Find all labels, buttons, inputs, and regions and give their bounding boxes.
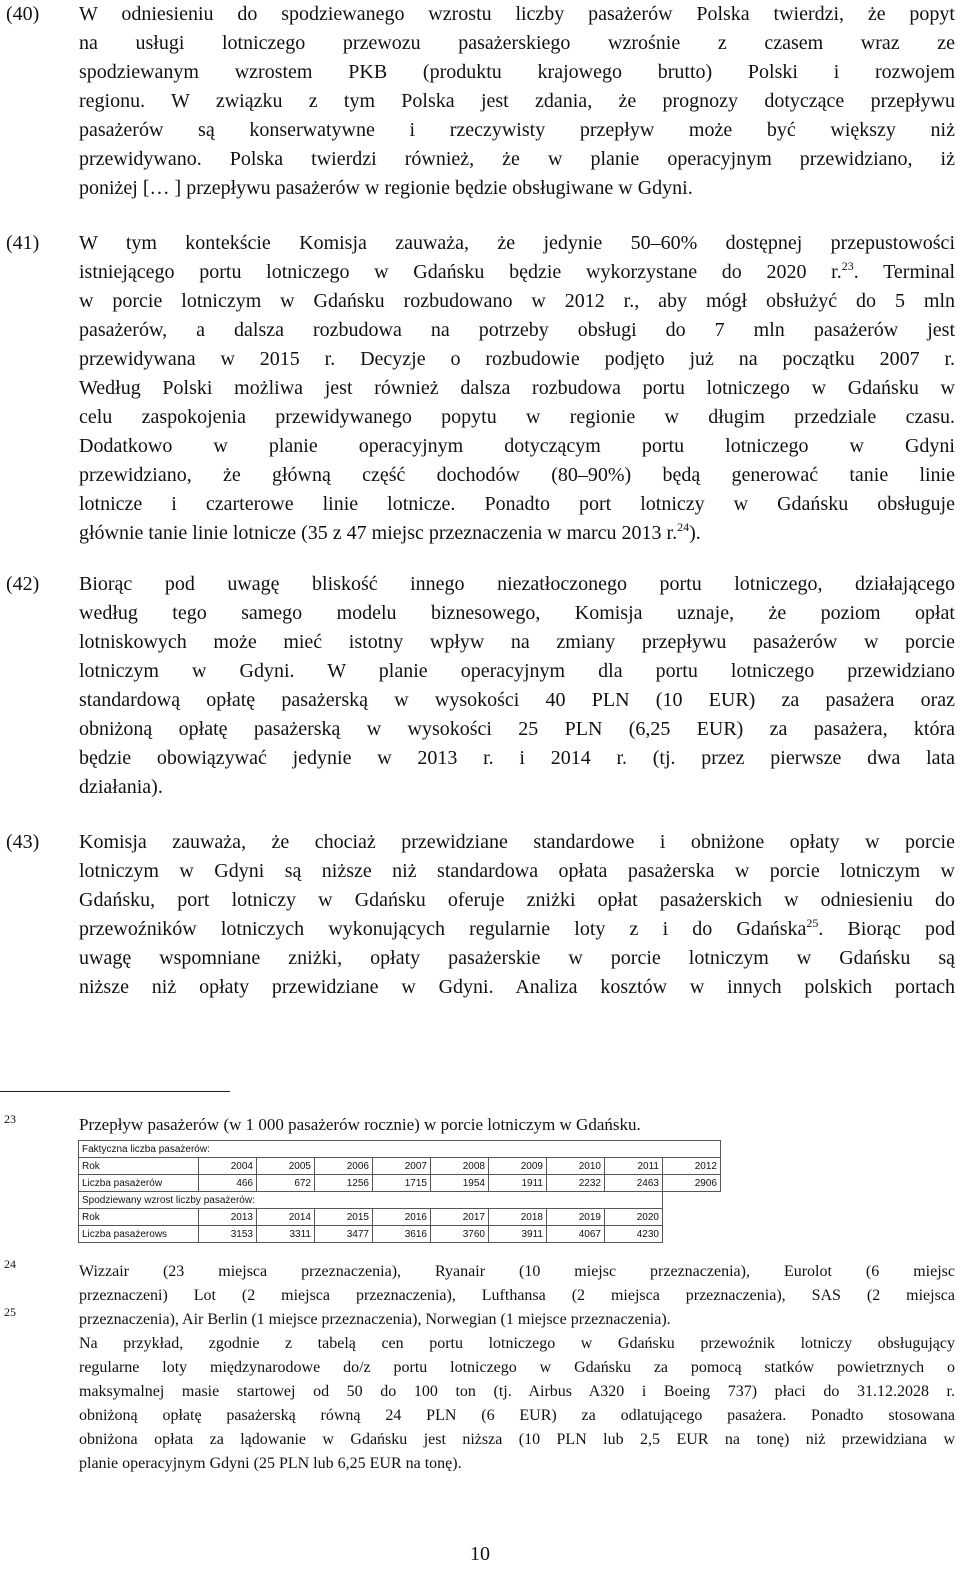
table-row bbox=[79, 1175, 721, 1192]
footnote-24-text bbox=[79, 1260, 955, 1332]
text-line: na usługi lotniczego przewozu pasażerskiego wzrośnie z czasem wraz ze bbox=[79, 32, 955, 54]
text-line bbox=[79, 519, 955, 548]
text-line: W odniesieniu do spodziewanego wzrostu liczby pasażerów Polska twierdzi, że popyt bbox=[79, 3, 955, 25]
paragraph-number: (43) bbox=[6, 831, 40, 853]
text-line: planie operacyjnym Gdyni (25 PLN lub 6,25 EUR na tonę). bbox=[79, 1455, 462, 1472]
text-line: poniżej [… ] przepływu pasażerów w regionie będzie obsługiwane w Gdyni. bbox=[79, 177, 693, 199]
table-cell: 2013 bbox=[199, 1209, 257, 1226]
text-line: działania). bbox=[79, 776, 163, 798]
table-cell: Rok bbox=[79, 1209, 199, 1226]
text-line: Według Polski możliwa jest również dalsza rozbudowa portu lotniczego w Gdańsku w bbox=[79, 377, 955, 399]
table-cell: 2015 bbox=[315, 1209, 373, 1226]
table-cell: 466 bbox=[199, 1175, 257, 1192]
text-line: przewidywano. Polska twierdzi również, że w planie operacyjnym przewidziano, iż bbox=[79, 148, 955, 170]
table-cell: 1715 bbox=[373, 1175, 431, 1192]
text-line: uwagę wspomniane zniżki, opłaty pasażerskie w porcie lotniczym w Gdańsku są bbox=[79, 947, 955, 969]
text-line: spodziewanym wzrostem PKB (produktu krajowego brutto) Polski i rozwojem bbox=[79, 61, 955, 83]
text-line: niższe niż opłaty przewidziane w Gdyni. Analiza kosztów w innych polskich portach bbox=[79, 976, 955, 998]
table-row bbox=[79, 1226, 721, 1243]
table-cell: 2012 bbox=[663, 1158, 721, 1175]
footnote-number: 24 bbox=[4, 1257, 16, 1271]
paragraph-number: (41) bbox=[6, 232, 40, 254]
table-cell: Liczba pasażerów bbox=[79, 1175, 199, 1192]
table-cell: 4230 bbox=[605, 1226, 663, 1243]
footnote-ref[interactable]: 24 bbox=[677, 520, 690, 534]
table-cell: 3911 bbox=[489, 1226, 547, 1243]
table-row bbox=[79, 1209, 721, 1226]
table-row bbox=[79, 1158, 721, 1175]
paragraph-body bbox=[79, 0, 955, 203]
footnote-ref[interactable]: 23 bbox=[841, 259, 854, 273]
text-line: przeznaczenia), Air Berlin (1 miejsce przeznaczenia), Norwegian (1 miejsce przeznaczenia). bbox=[79, 1311, 671, 1328]
text-line: według tego samego modelu biznesowego, Komisja uznaje, że poziom opłat bbox=[79, 602, 955, 624]
text-line: lotniczym w Gdyni są niższe niż standardowa opłata pasażerska w porcie lotniczym w bbox=[79, 860, 955, 882]
text-line: przeznaczeni) Lot (2 miejsca przeznaczenia), Lufthansa (2 miejsca przeznaczenia), SAS (2 miejsca bbox=[79, 1287, 955, 1304]
text-line: Komisja zauważa, że chociaż przewidziane standardowe i obniżone opłaty w porcie bbox=[79, 831, 955, 853]
text-line: lotnicze i czarterowe linie lotnicze. Ponadto port lotniczy w Gdańsku obsługuje bbox=[79, 493, 955, 515]
footnote-ref[interactable]: 25 bbox=[806, 916, 819, 930]
table-cell: Liczba pasażerows bbox=[79, 1226, 199, 1243]
text-line bbox=[79, 258, 955, 287]
text-line: Wizzair (23 miejsca przeznaczenia), Ryanair (10 miejsc przeznaczenia), Eurolot (6 miejsc bbox=[79, 1263, 955, 1280]
text-line: Biorąc pod uwagę bliskość innego niezatłoczonego portu lotniczego, działającego bbox=[79, 573, 955, 595]
text-line: lotniskowych może mieć istotny wpływ na zmiany przepływu pasażerów w porcie bbox=[79, 631, 955, 653]
footnote-23-title: Przepływ pasażerów (w 1 000 pasażerów rocznie) w porcie lotniczym w Gdańsku. bbox=[79, 1115, 641, 1134]
paragraph-number: (42) bbox=[6, 573, 40, 595]
table-cell: 3311 bbox=[257, 1226, 315, 1243]
text-line: W tym kontekście Komisja zauważa, że jedynie 50–60% dostępnej przepustowości bbox=[79, 232, 955, 254]
table-cell: 2017 bbox=[431, 1209, 489, 1226]
text-line: Gdańsku, port lotniczy w Gdańsku oferuje zniżki opłat pasażerskich w odniesieniu do bbox=[79, 889, 955, 911]
table-cell: 2008 bbox=[431, 1158, 489, 1175]
text-line: pasażerów, a dalsza rozbudowa na potrzeby obsługi do 7 mln pasażerów jest bbox=[79, 319, 955, 341]
paragraph-body bbox=[79, 828, 955, 1002]
footnote-number: 23 bbox=[4, 1112, 16, 1126]
text-line: będzie obowiązywać jedynie w 2013 r. i 2014 r. (tj. przez pierwsze dwa lata bbox=[79, 747, 955, 769]
page-number: 10 bbox=[470, 1543, 490, 1565]
paragraph-body bbox=[79, 229, 955, 548]
table-cell: 3760 bbox=[431, 1226, 489, 1243]
text-line: celu zaspokojenia przewidywanego popytu w regionie w długim przedziale czasu. bbox=[79, 406, 955, 428]
text-line: przewidziano, że główną część dochodów (80–90%) będą generować tanie linie bbox=[79, 464, 955, 486]
table-cell: 2006 bbox=[315, 1158, 373, 1175]
table-cell: 2232 bbox=[547, 1175, 605, 1192]
table-cell: 2014 bbox=[257, 1209, 315, 1226]
text-fragment: głównie tanie linie lotnicze (35 z 47 miejsc przeznaczenia w marcu 2013 r. bbox=[79, 522, 678, 544]
text-line: Na przykład, zgodnie z tabelą cen portu lotniczego w Gdańsku przewoźnik lotniczy obsługujący bbox=[79, 1335, 955, 1352]
text-line: regionu. W związku z tym Polska jest zdania, że prognozy dotyczące przepływu bbox=[79, 90, 955, 112]
table-cell: 1911 bbox=[489, 1175, 547, 1192]
table-row bbox=[79, 1141, 721, 1158]
table-cell: 2018 bbox=[489, 1209, 547, 1226]
text-fragment: ). bbox=[689, 522, 701, 544]
text-line: maksymalnej masie startowej od 50 do 100 ton (tj. Airbus A320 i Boeing 737) płaci do 31.12.2028 r. bbox=[79, 1383, 955, 1400]
table-cell: 2011 bbox=[605, 1158, 663, 1175]
table-cell: 4067 bbox=[547, 1226, 605, 1243]
table-section-label: Spodziewany wzrost liczby pasażerów: bbox=[79, 1192, 663, 1209]
table-row bbox=[79, 1192, 721, 1209]
paragraph-number: (40) bbox=[6, 3, 40, 25]
text-line: standardową opłatę pasażerską w wysokości 40 PLN (10 EUR) za pasażera oraz bbox=[79, 689, 955, 711]
text-line: obniżona opłata za lądowanie w Gdańsku jest niższa (10 PLN lub 2,5 EUR na tonę) niż przewidziana w bbox=[79, 1431, 955, 1448]
table-cell: 2020 bbox=[605, 1209, 663, 1226]
table-cell: 3153 bbox=[199, 1226, 257, 1243]
table-cell: Rok bbox=[79, 1158, 199, 1175]
text-line: obniżoną opłatę pasażerską równą 24 PLN (6 EUR) za odlatującego pasażera. Ponadto stosowana bbox=[79, 1407, 955, 1424]
text-line: Dodatkowo w planie operacyjnym dotyczącym portu lotniczego w Gdyni bbox=[79, 435, 955, 457]
text-fragment: . Terminal bbox=[853, 261, 955, 283]
footnote-number: 25 bbox=[4, 1305, 16, 1319]
table-cell: 3477 bbox=[315, 1226, 373, 1243]
table-cell: 1256 bbox=[315, 1175, 373, 1192]
table-cell: 3616 bbox=[373, 1226, 431, 1243]
table-cell: 2007 bbox=[373, 1158, 431, 1175]
table-cell: 2005 bbox=[257, 1158, 315, 1175]
table-cell: 1954 bbox=[431, 1175, 489, 1192]
table-section-label: Faktyczna liczba pasażerów: bbox=[79, 1141, 721, 1158]
text-line: pasażerów są konserwatywne i rzeczywisty przepływ może być większy niż bbox=[79, 119, 955, 141]
text-line: obniżoną opłatę pasażerską w wysokości 25 PLN (6,25 EUR) za pasażera, która bbox=[79, 718, 955, 740]
table-cell: 2463 bbox=[605, 1175, 663, 1192]
text-line: przewidywana w 2015 r. Decyzje o rozbudowie podjęto już na początku 2007 r. bbox=[79, 348, 955, 370]
footnote-separator bbox=[0, 1091, 230, 1092]
table-cell: 672 bbox=[257, 1175, 315, 1192]
text-fragment: . Biorąc pod bbox=[818, 918, 956, 940]
text-line bbox=[79, 915, 955, 944]
text-line: regularne loty międzynarodowe do/z portu lotniczego w Gdańsku za pomocą statków powietrznych o bbox=[79, 1359, 955, 1376]
footnote-25-text bbox=[79, 1332, 955, 1476]
table-cell: 2019 bbox=[547, 1209, 605, 1226]
table-cell: 2016 bbox=[373, 1209, 431, 1226]
text-line: lotniczym w Gdyni. W planie operacyjnym dla portu lotniczego przewidziano bbox=[79, 660, 955, 682]
paragraph-body bbox=[79, 570, 955, 802]
text-fragment: istniejącego portu lotniczego w Gdańsku będzie wykorzystane do 2020 r. bbox=[79, 261, 842, 283]
table-cell: 2906 bbox=[663, 1175, 721, 1192]
table-cell: 2004 bbox=[199, 1158, 257, 1175]
text-fragment: przewoźników lotniczych wykonujących regularnie loty z i do Gdańska bbox=[79, 918, 807, 940]
passenger-flow-table bbox=[78, 1140, 721, 1243]
text-line: w porcie lotniczym w Gdańsku rozbudowano w 2012 r., aby mógł obsłużyć do 5 mln bbox=[79, 290, 955, 312]
table-cell: 2009 bbox=[489, 1158, 547, 1175]
table-cell: 2010 bbox=[547, 1158, 605, 1175]
